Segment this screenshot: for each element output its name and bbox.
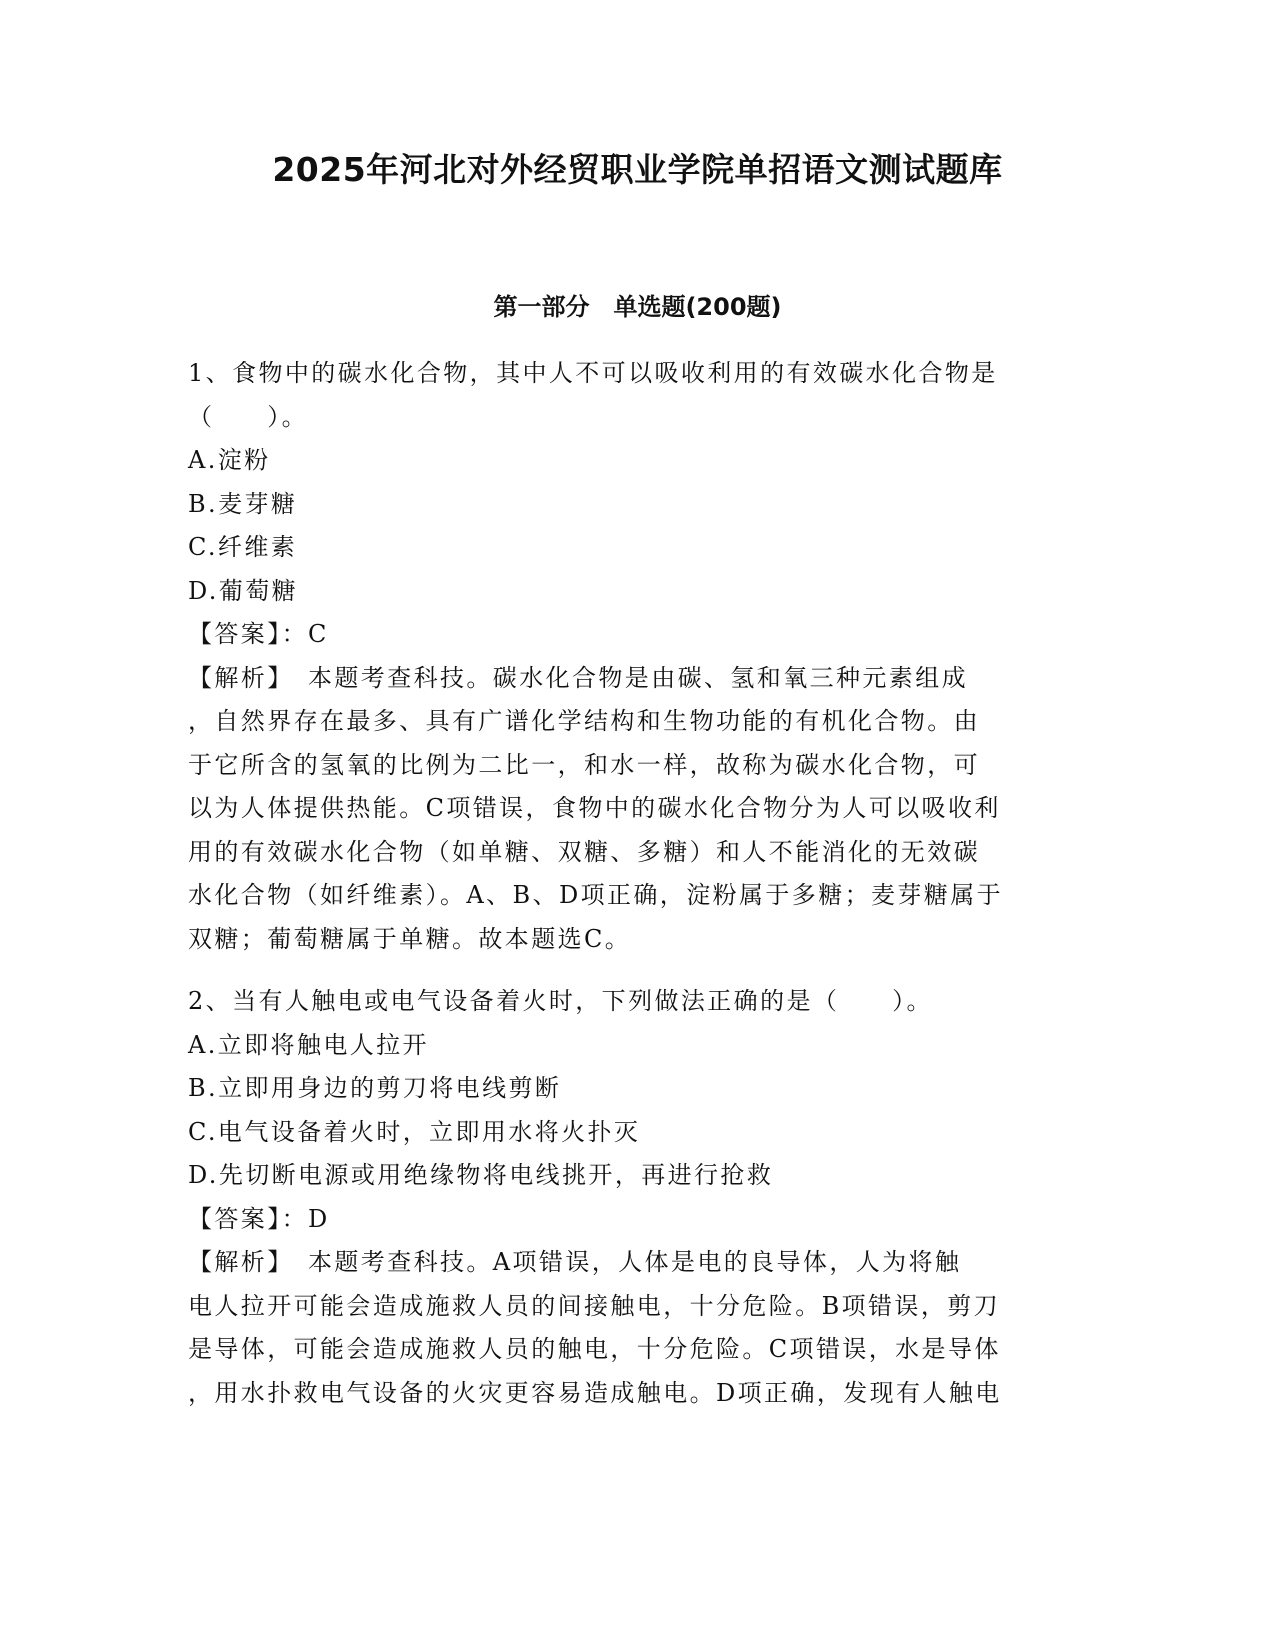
analysis-line: 于它所含的氢氧的比例为二比一，和水一样，故称为碳水化合物，可 — [188, 750, 980, 779]
option-d: D.葡萄糖 — [188, 576, 299, 605]
analysis-line: ，自然界存在最多、具有广谱化学结构和生物功能的有机化合物。由 — [188, 707, 980, 735]
option-c: C.纤维素 — [188, 533, 298, 561]
question-stem: 1、食物中的碳水化合物，其中人不可以吸收利用的有效碳水化合物是 — [188, 359, 998, 387]
option-c: C.电气设备着火时，立即用水将火扑灭 — [188, 1117, 641, 1146]
option-b: B.立即用身边的剪刀将电线剪断 — [188, 1074, 562, 1102]
option-a: A.立即将触电人拉开 — [188, 1030, 429, 1059]
analysis-line: 电人拉开可能会造成施救人员的间接触电，十分危险。B项错误，剪刀 — [188, 1291, 1001, 1320]
analysis-line: 【解析】 本题考查科技。碳水化合物是由碳、氢和氧三种元素组成 — [188, 663, 968, 692]
analysis-line: 用的有效碳水化合物（如单糖、双糖、多糖）和人不能消化的无效碳 — [188, 837, 980, 866]
analysis-line: 是导体，可能会造成施救人员的触电，十分危险。C项错误，水是导体 — [188, 1335, 1001, 1363]
option-a: A.淀粉 — [188, 446, 271, 474]
analysis-line: 双糖；葡萄糖属于单糖。故本题选C。 — [188, 924, 632, 953]
question-stem: 2、当有人触电或电气设备着火时，下列做法正确的是（ ）。 — [188, 987, 933, 1015]
analysis-line: 水化合物（如纤维素）。A、B、D项正确，淀粉属于多糖；麦芽糖属于 — [188, 881, 1004, 909]
option-b: B.麦芽糖 — [188, 489, 298, 518]
section-heading: 第一部分 单选题(200题) — [493, 293, 782, 321]
answer-line: 【答案】：C — [188, 620, 329, 648]
question-1 — [188, 352, 1078, 961]
answer-line: 【答案】：D — [188, 1204, 330, 1233]
analysis-line: ，用水扑救电气设备的火灾更容易造成触电。D项正确，发现有人触电 — [188, 1378, 1002, 1407]
analysis-line: 以为人体提供热能。C项错误，食物中的碳水化合物分为人可以吸收利 — [188, 794, 1001, 822]
analysis-line: 【解析】 本题考查科技。A项错误，人体是电的良导体，人为将触 — [188, 1248, 962, 1276]
question-2 — [188, 980, 1078, 1415]
document-title: 2025年河北对外经贸职业学院单招语文测试题库 — [272, 150, 1003, 189]
option-d: D.先切断电源或用绝缘物将电线挑开，再进行抢救 — [188, 1161, 774, 1189]
question-stem: （ ）。 — [188, 402, 308, 431]
question-list — [188, 352, 1078, 1415]
